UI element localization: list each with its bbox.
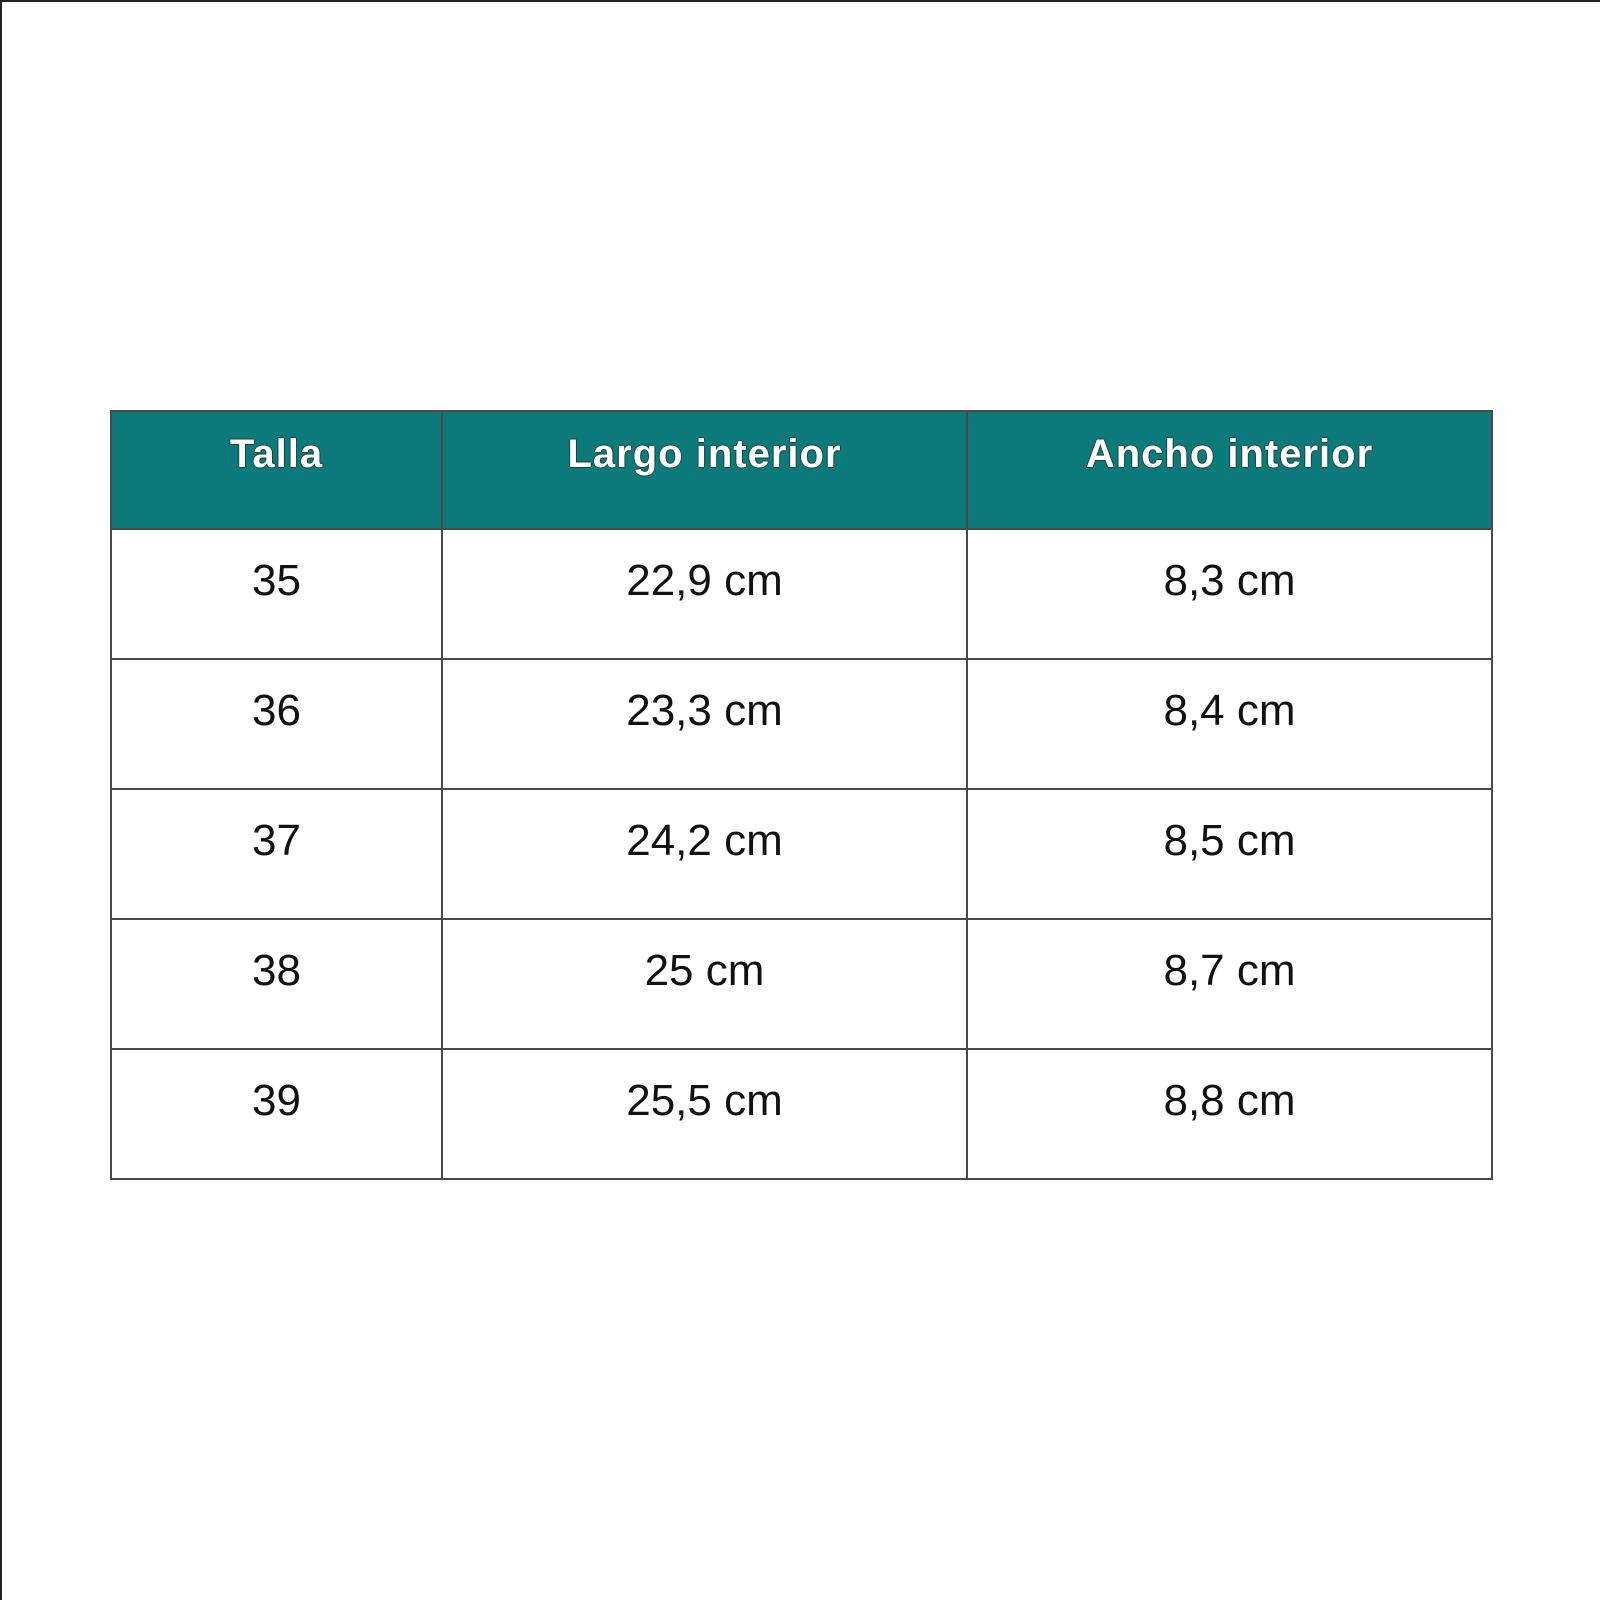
header-talla: Talla [111, 411, 442, 529]
header-ancho-interior: Ancho interior [967, 411, 1492, 529]
cell-ancho-interior: 8,8 cm [967, 1049, 1492, 1179]
cell-talla: 39 [111, 1049, 442, 1179]
cell-largo-interior: 25,5 cm [442, 1049, 967, 1179]
cell-talla: 36 [111, 659, 442, 789]
table-header-row [111, 411, 1492, 529]
table-row [111, 789, 1492, 919]
header-largo-interior: Largo interior [442, 411, 967, 529]
cell-talla: 38 [111, 919, 442, 1049]
cell-largo-interior: 24,2 cm [442, 789, 967, 919]
table-row [111, 659, 1492, 789]
cell-talla: 37 [111, 789, 442, 919]
cell-ancho-interior: 8,5 cm [967, 789, 1492, 919]
cell-largo-interior: 23,3 cm [442, 659, 967, 789]
cell-largo-interior: 25 cm [442, 919, 967, 1049]
cell-ancho-interior: 8,7 cm [967, 919, 1492, 1049]
table-row [111, 919, 1492, 1049]
table-row [111, 529, 1492, 659]
cell-ancho-interior: 8,3 cm [967, 529, 1492, 659]
cell-ancho-interior: 8,4 cm [967, 659, 1492, 789]
table-row [111, 1049, 1492, 1179]
cell-largo-interior: 22,9 cm [442, 529, 967, 659]
cell-talla: 35 [111, 529, 442, 659]
size-chart-table [110, 410, 1493, 1180]
